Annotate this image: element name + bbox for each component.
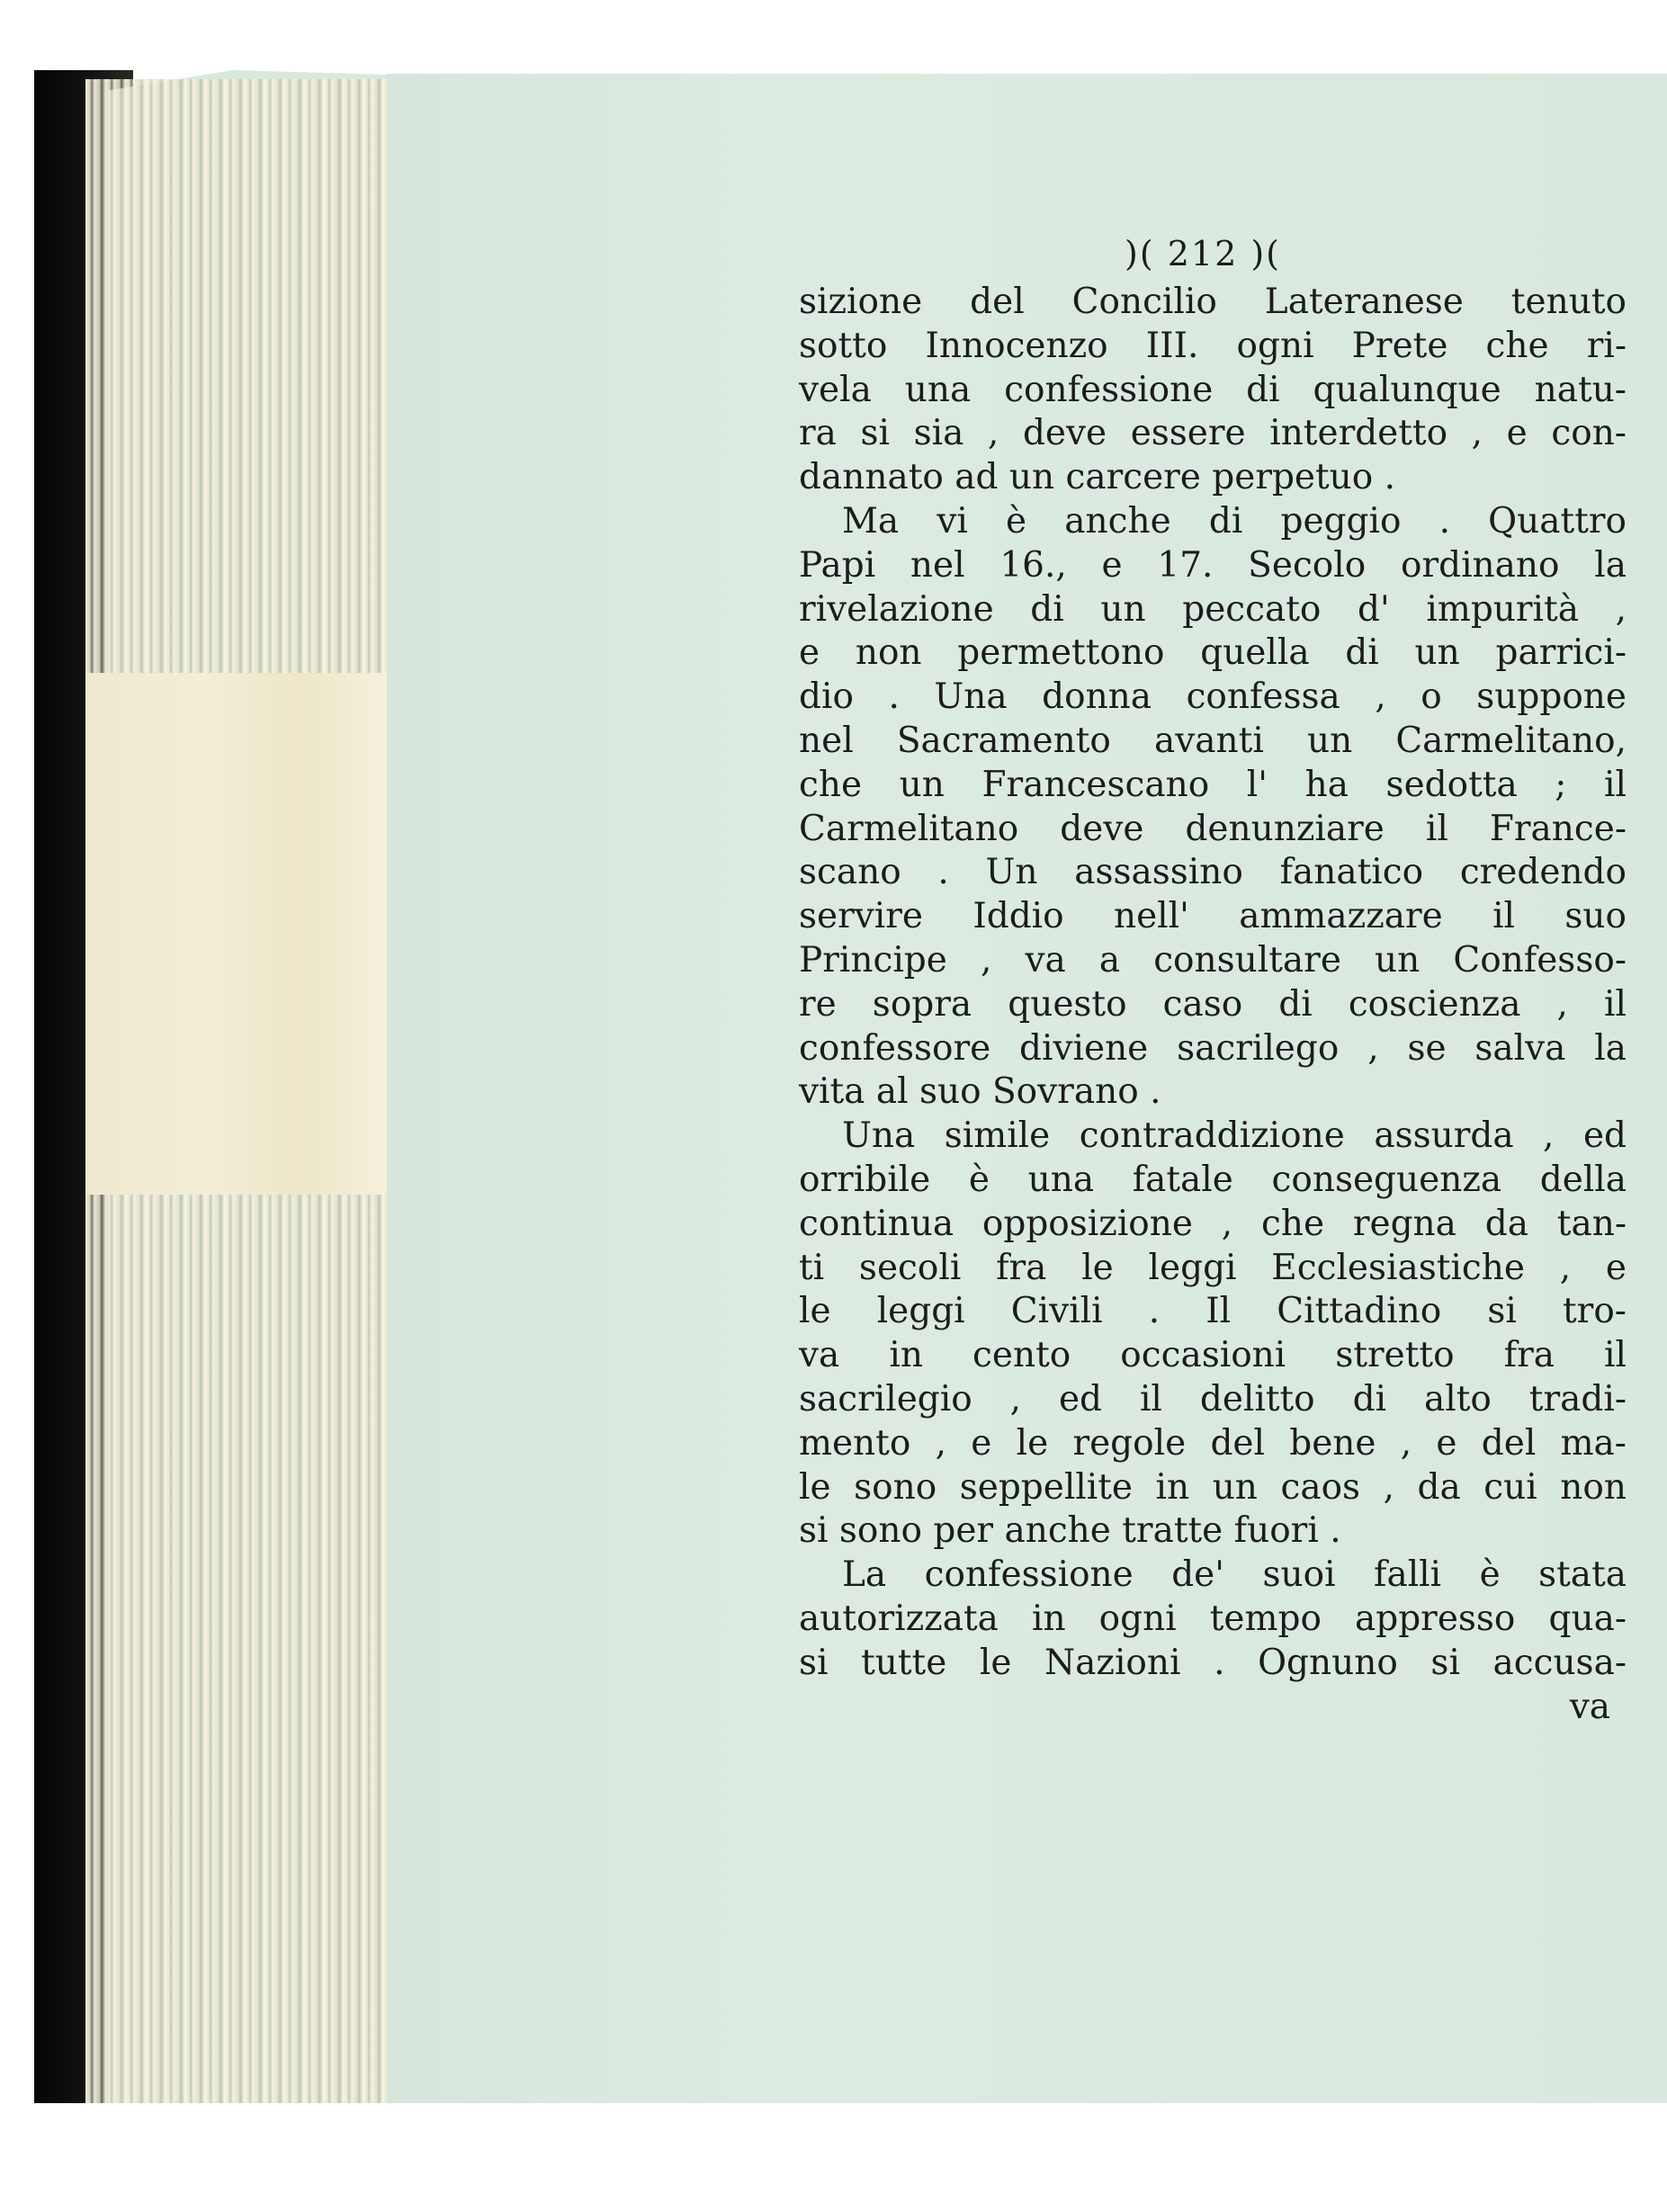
text-line: dannato ad un carcere perpetuo . (799, 457, 1396, 498)
text-line: le leggi Civili . Il Cittadino si tro- (799, 1291, 1627, 1332)
text-line: re sopra questo caso di coscienza , il (799, 983, 1627, 1025)
text-line: ti secoli fra le leggi Ecclesiastiche , e (799, 1247, 1627, 1288)
text-line: sacrilegio , ed il delitto di alto tradi- (799, 1378, 1627, 1419)
text-line: Ma vi è anche di peggio . Quattro (842, 500, 1627, 542)
text-line: autorizzata in ogni tempo appresso qua- (799, 1598, 1627, 1639)
text-line: le sono seppellite in un caos , da cui non (799, 1466, 1627, 1508)
text-line: vela una confessione di qualunque natu- (799, 369, 1627, 410)
text-line: e non permettono quella di un parrici- (799, 632, 1627, 674)
scan-bottom-margin (0, 2103, 1667, 2212)
page-header: )( 212 )( (1125, 234, 1281, 273)
text-line: ra si sia , deve essere interdetto , e con- (799, 413, 1627, 454)
text-line: nel Sacramento avanti un Carmelitano, (799, 720, 1627, 761)
text-line: rivelazione di un peccato d' impurità , (799, 588, 1627, 630)
text-line: va in cento occasioni stretto fra il (799, 1335, 1627, 1376)
text-line: Principe , va a consultare un Confesso- (799, 939, 1627, 981)
text-line: servire Iddio nell' ammazzare il suo (799, 896, 1627, 937)
text-line: scano . Un assassino fanatico credendo (799, 852, 1627, 893)
text-column (799, 227, 1627, 1729)
text-line: Una simile contraddizione assurda , ed (842, 1115, 1627, 1157)
text-line: dio . Una donna confessa , o suppone (799, 676, 1627, 718)
text-line: La confessione de' suoi falli è stata (842, 1554, 1627, 1596)
text-line: sotto Innocenzo III. ogni Prete che ri- (799, 325, 1627, 366)
text-line: mento , e le regole del bene , e del ma- (799, 1422, 1627, 1464)
text-line: Carmelitano deve denunziare il France- (799, 808, 1627, 849)
catchword: va (1569, 1686, 1610, 1727)
text-line: sizione del Concilio Lateranese tenuto (799, 282, 1627, 322)
text-line: continua opposizione , che regna da tan- (799, 1203, 1627, 1244)
text-line: Papi nel 16., e 17. Secolo ordinano la (799, 544, 1627, 586)
text-line: che un Francescano l' ha sedotta ; il (799, 764, 1627, 805)
text-line: confessore diviene sacrilego , se salva la (799, 1027, 1627, 1069)
text-line: si tutte le Nazioni . Ognuno si accusa- (799, 1642, 1627, 1683)
text-line: vita al suo Sovrano . (799, 1071, 1161, 1113)
text-line: si sono per anche tratte fuori . (799, 1510, 1341, 1552)
page-edges (85, 79, 393, 2103)
text-line: orribile è una fatale conseguenza della (799, 1159, 1627, 1200)
